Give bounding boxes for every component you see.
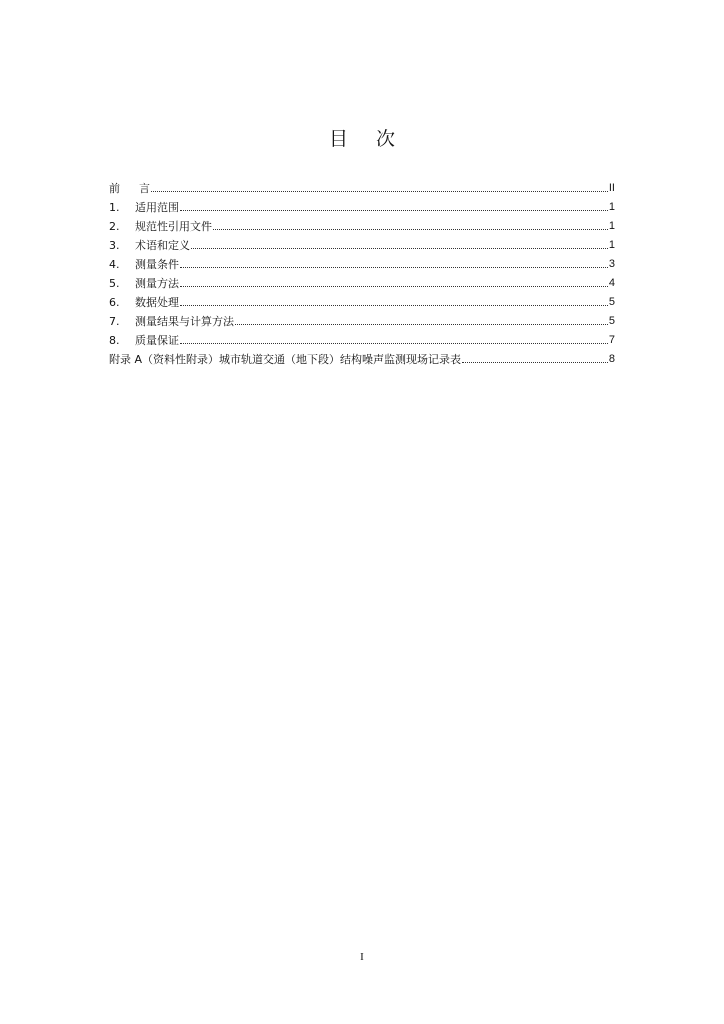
toc-leader-dots	[180, 304, 608, 306]
toc-entry-number: 8.	[109, 334, 120, 347]
toc-entry-number: 4.	[109, 258, 120, 271]
toc-entry-1[interactable]	[109, 195, 615, 214]
toc-entry-page: 4	[608, 277, 615, 289]
toc-entry-7[interactable]	[109, 309, 615, 328]
toc-leader-dots	[180, 209, 608, 211]
toc-title	[0, 124, 724, 151]
toc-entry-page: 1	[608, 220, 615, 232]
toc-leader-dots	[180, 342, 608, 344]
toc-leader-dots	[180, 266, 608, 268]
toc-title-char-1: 目	[328, 128, 348, 150]
toc-entry-number: 7.	[109, 315, 120, 328]
toc-entry-page: 8	[608, 353, 615, 365]
toc-entry-label: 前 言	[109, 182, 150, 195]
toc-title-char-2: 次	[376, 128, 396, 150]
toc-entry-page: 7	[608, 334, 615, 346]
toc-entry-5[interactable]	[109, 271, 615, 290]
toc-entry-page: 3	[608, 258, 615, 270]
toc-entry-label: 术语和定义	[135, 239, 190, 252]
toc-entry-appendix-a[interactable]	[109, 347, 615, 366]
toc-entry-number: 1.	[109, 201, 120, 214]
toc-entry-label: 附录 A（资料性附录）城市轨道交通（地下段）结构噪声监测现场记录表	[109, 353, 462, 366]
toc-entry-2[interactable]	[109, 214, 615, 233]
toc-entry-page: 1	[608, 239, 615, 251]
toc-leader-dots	[151, 190, 608, 192]
toc-entry-label: 适用范围	[135, 201, 179, 214]
toc-entry-label: 测量方法	[135, 277, 179, 290]
toc-entry-page: 5	[608, 315, 615, 327]
toc-entry-page: 1	[608, 201, 615, 213]
toc-entry-label: 测量结果与计算方法	[135, 315, 234, 328]
toc-entry-number: 5.	[109, 277, 120, 290]
toc-leader-dots	[462, 361, 608, 363]
toc-leader-dots	[235, 323, 608, 325]
toc-entry-label: 数据处理	[135, 296, 179, 309]
toc-entry-3[interactable]	[109, 233, 615, 252]
toc-entry-6[interactable]	[109, 290, 615, 309]
toc-entry-number: 3.	[109, 239, 120, 252]
toc-entry-page: 5	[608, 296, 615, 308]
toc-leader-dots	[180, 285, 608, 287]
toc-entry-preface[interactable]	[109, 176, 615, 195]
toc-entry-8[interactable]	[109, 328, 615, 347]
toc-leader-dots	[213, 228, 608, 230]
toc-entry-label: 规范性引用文件	[135, 220, 212, 233]
toc-entry-label: 质量保证	[135, 334, 179, 347]
toc-entry-number: 2.	[109, 220, 120, 233]
toc-entry-number: 6.	[109, 296, 120, 309]
table-of-contents	[109, 176, 615, 366]
toc-entry-page: II	[608, 182, 615, 194]
toc-leader-dots	[191, 247, 608, 249]
page-number: I	[360, 951, 364, 963]
toc-entry-label: 测量条件	[135, 258, 179, 271]
toc-entry-4[interactable]	[109, 252, 615, 271]
